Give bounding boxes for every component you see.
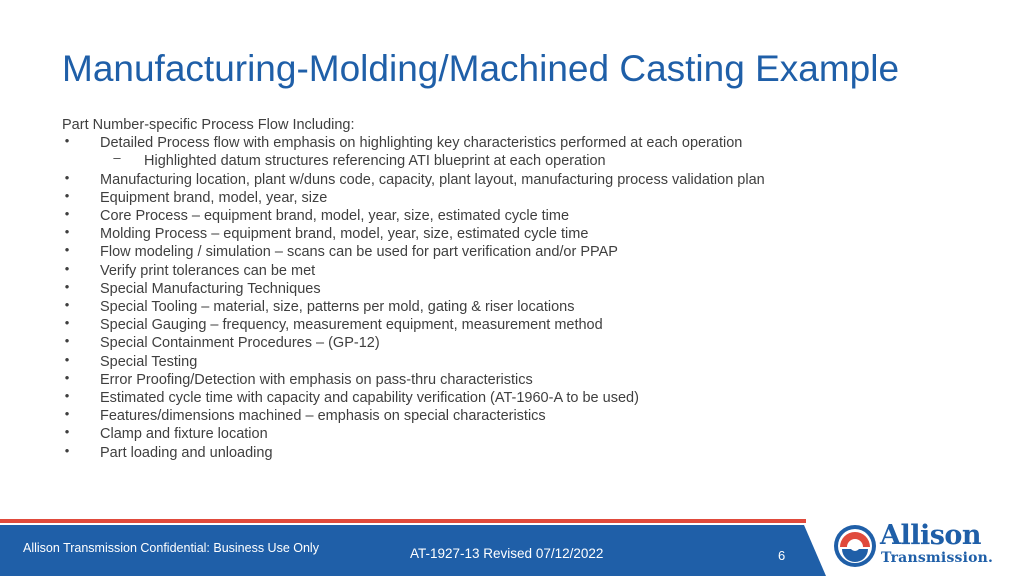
bullet-icon: •: [64, 206, 70, 222]
bullet-icon: •: [64, 278, 70, 294]
dash-icon: –: [113, 150, 121, 166]
slide-title: Manufacturing-Molding/Machined Casting Example: [62, 48, 900, 89]
bullet-icon: •: [64, 424, 70, 440]
bullet-icon: •: [64, 351, 70, 367]
allison-logo: [832, 520, 1007, 572]
bullet-icon: •: [64, 260, 70, 276]
list-item: • Verify print tolerances can be met: [62, 262, 962, 280]
list-item: • Clamp and fixture location: [62, 425, 962, 443]
list-item: • Error Proofing/Detection with emphasis on pass-thru characteristics: [62, 371, 962, 389]
list-item: • Flow modeling / simulation – scans can be used for part verification and/or PPAP: [62, 243, 962, 261]
sub-list-item: – Highlighted datum structures referencing ATI blueprint at each operation: [113, 150, 606, 170]
bullet-icon: •: [64, 187, 70, 203]
footer-document-id: AT-1927-13 Revised 07/12/2022: [410, 546, 604, 561]
bullet-icon: •: [64, 388, 70, 404]
page-number: 6: [778, 548, 786, 563]
bullet-list: [62, 134, 962, 462]
bullet-icon: •: [64, 442, 70, 458]
bullet-icon: •: [64, 315, 70, 331]
bullet-icon: •: [64, 133, 70, 149]
bullet-icon: •: [64, 406, 70, 422]
footer-red-stripe: [0, 519, 806, 523]
list-item: • Features/dimensions machined – emphasis on special characteristics: [62, 407, 962, 425]
list-item: • Special Testing: [62, 353, 962, 371]
slide-content: [62, 116, 962, 462]
list-item: • Special Containment Procedures – (GP-12): [62, 334, 962, 352]
bullet-icon: •: [64, 242, 70, 258]
bullet-icon: •: [64, 224, 70, 240]
list-item: • Special Gauging – frequency, measurement equipment, measurement method: [62, 316, 962, 334]
list-item: • Core Process – equipment brand, model, year, size, estimated cycle time: [62, 207, 962, 225]
list-item: • Equipment brand, model, year, size: [62, 189, 962, 207]
list-item: • Molding Process – equipment brand, model, year, size, estimated cycle time: [62, 225, 962, 243]
logo-wordmark-transmission: Transmission.: [881, 550, 994, 566]
bullet-icon: •: [64, 369, 70, 385]
bullet-icon: •: [64, 169, 70, 185]
list-item: • Manufacturing location, plant w/duns code, capacity, plant layout, manufacturing process validation plan: [62, 171, 962, 189]
list-item: • Special Manufacturing Techniques: [62, 280, 962, 298]
footer-confidential-text: Allison Transmission Confidential: Business Use Only: [23, 541, 319, 555]
intro-text: Part Number-specific Process Flow Including:: [62, 117, 355, 133]
list-item: • Estimated cycle time with capacity and capability verification (AT-1960-A to be used): [62, 389, 962, 407]
list-item: • Detailed Process flow with emphasis on highlighting key characteristics performed at each operation: [62, 134, 962, 152]
list-item: • Special Tooling – material, size, patterns per mold, gating & riser locations: [62, 298, 962, 316]
list-item: • Part loading and unloading: [62, 444, 962, 462]
logo-wordmark-allison: Allison: [880, 520, 982, 551]
logo-emblem-icon: [832, 523, 878, 569]
bullet-icon: •: [64, 333, 70, 349]
bullet-icon: •: [64, 297, 70, 313]
